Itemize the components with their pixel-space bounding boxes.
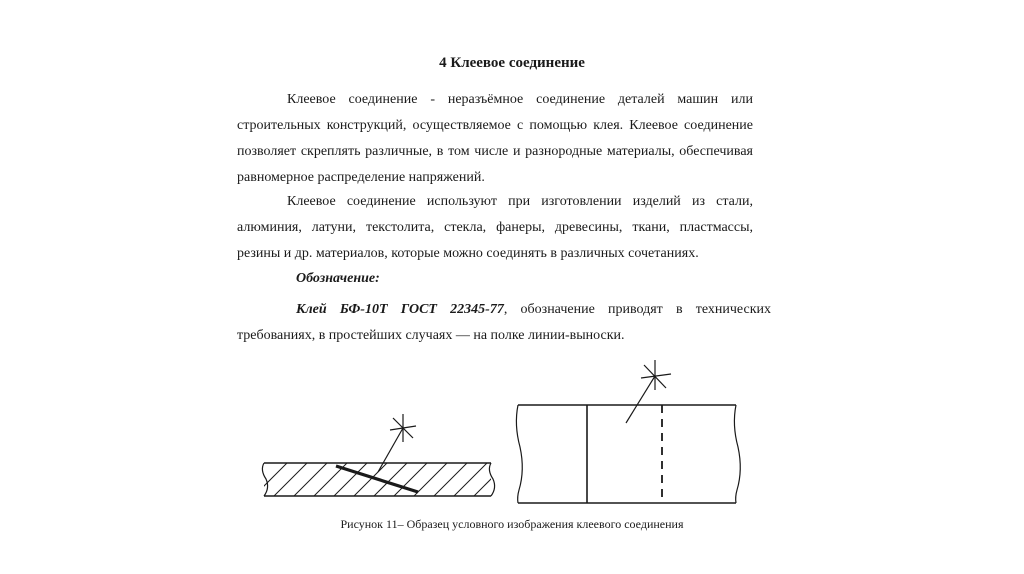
- glue-symbol-leader-right: [626, 360, 671, 423]
- glue-designation: Клей БФ-10Т ГОСТ 22345-77: [296, 302, 504, 317]
- plan-view-drawing: [516, 360, 740, 503]
- paragraph-definition: Клеевое соединение - неразъёмное соединение деталей машин или строительных конструкций, осуществляемое с помощью клея. Клеевое соединение позволяет скреплять различные, в том числе и разнородные материалы, обеспечивая равномерное распределение напряжений.: [237, 92, 753, 185]
- paragraph-usage: Клеевое соединение используют при изготовлении изделий из стали, алюминия, латуни, текстолита, стекла, фанеры, древесины, ткани, пластмассы, резины и др. материалов, которые можно соединять в различных сочетаниях.: [237, 194, 753, 261]
- glue-seam-line: [336, 466, 418, 492]
- designation-text: , обозначение приводят в технических требованиях, в простейших случаях — на полке линии-выноски.: [237, 302, 772, 343]
- sectioned-plate-drawing: [250, 414, 510, 500]
- section-title: 4 Клеевое соединение: [439, 55, 585, 71]
- designation-label: Обозначение:: [296, 271, 380, 286]
- figure-caption: Рисунок 11– Образец условного изображения клеевого соединения: [340, 517, 684, 531]
